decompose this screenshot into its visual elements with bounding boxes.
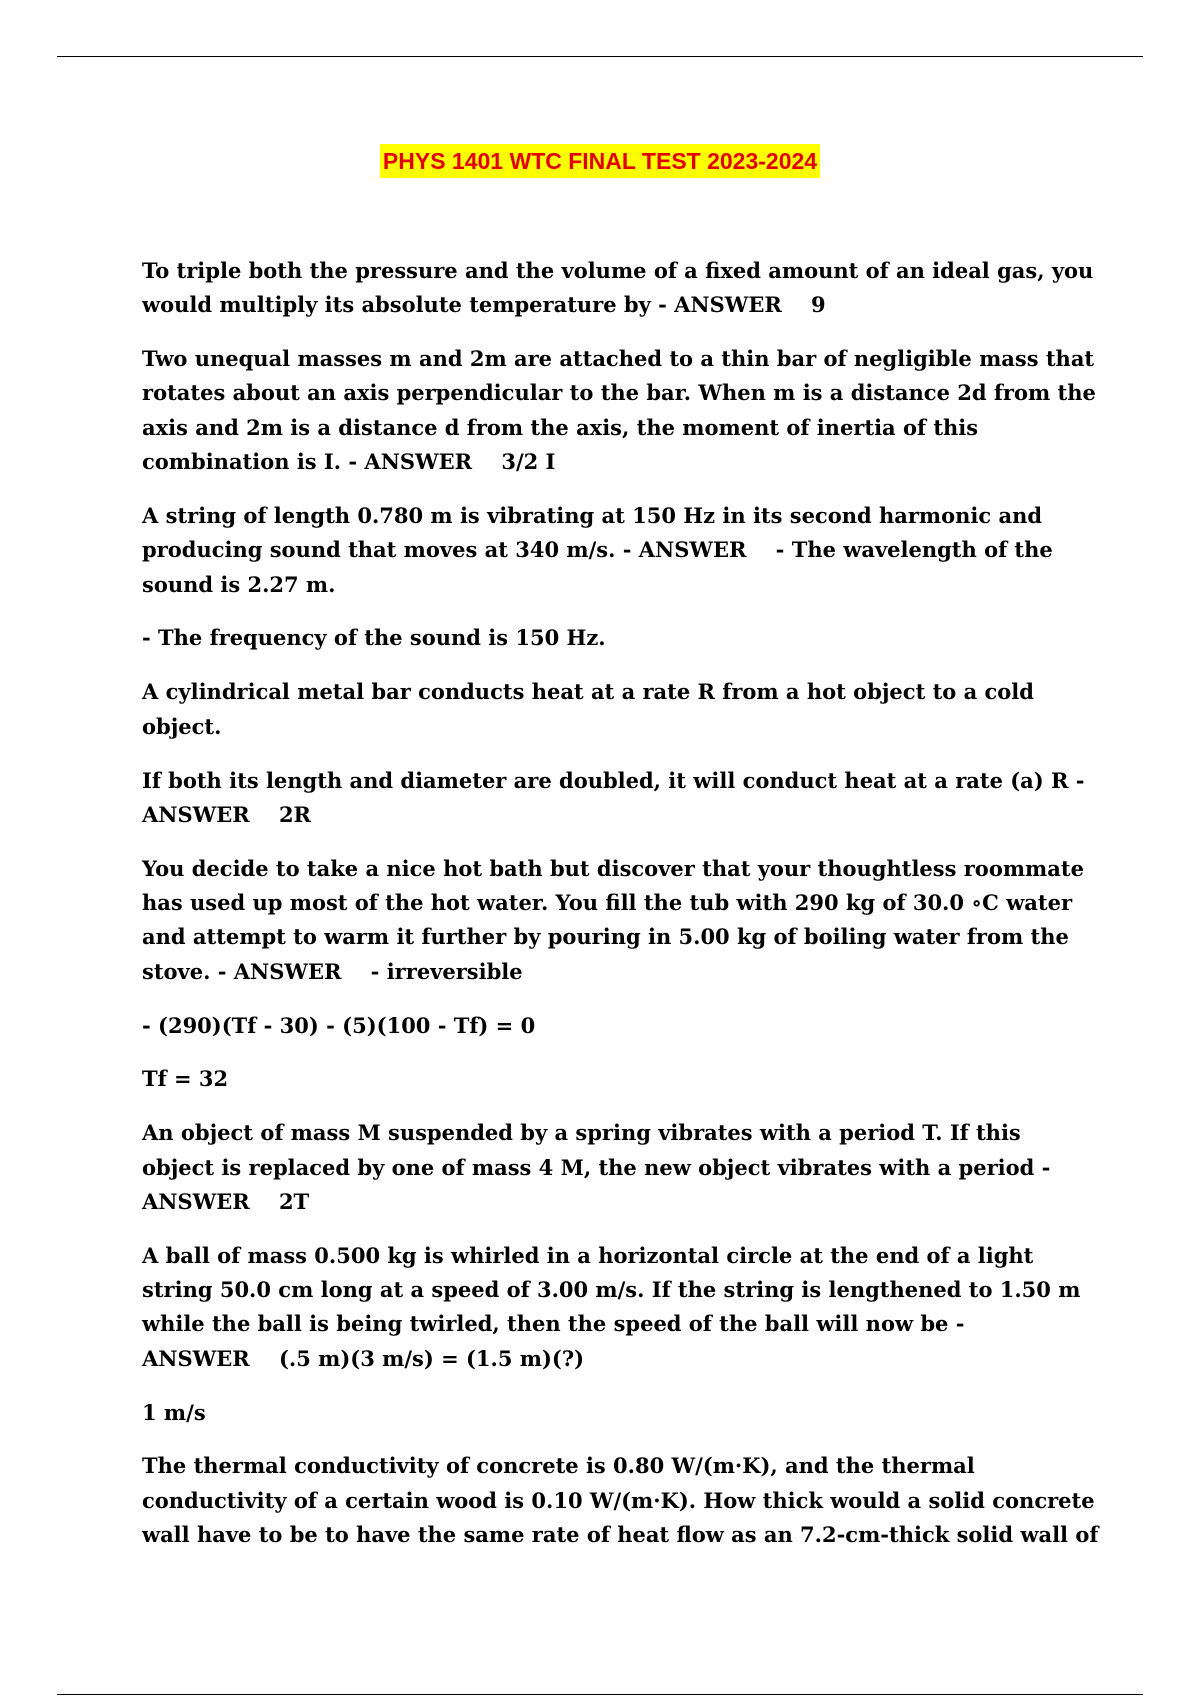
question-paragraph: An object of mass M suspended by a spring vibrates with a period T. If this object is replaced by one of mass 4 M, the new object vibrates with a period - ANSWER 2T [142,1120,1051,1214]
question-paragraph: You decide to take a nice hot bath but discover that your thoughtless roommate has used up most of the hot water. You fill the tub with 290 kg of 30.0 ∘C water and attempt to warm it further by pouring in 5.00 kg of boiling water from the stove. - ANSWER - irreversible [142,855,1084,984]
question-paragraph: If both its length and diameter are doubled, it will conduct heat at a rate (a) R - ANSWER 2R [142,767,1085,827]
question-paragraph: A ball of mass 0.500 kg is whirled in a horizontal circle at the end of a light string 50.0 cm long at a speed of 3.00 m/s. If the string is lengthened to 1.50 m while the ball is being twirled, then the speed of the ball will now be - ANSWER (.5 m)(3 m/s) = (1.5 m)(?) [142,1242,1081,1371]
question-paragraph: A cylindrical metal bar conducts heat at a rate R from a hot object to a cold object. [142,679,1034,739]
question-paragraph: Two unequal masses m and 2m are attached to a thin bar of negligible mass that rotates about an axis perpendicular to the bar. When m is a distance 2d from the axis and 2m is a distance d from the axis, the moment of inertia of this combination is I. - ANSWER 3/2 I [142,346,1096,475]
question-paragraph: To triple both the pressure and the volume of a fixed amount of an ideal gas, you would multiply its absolute temperature by - ANSWER 9 [142,258,1094,318]
page-footer-rule [57,1694,1143,1695]
document-title: PHYS 1401 WTC FINAL TEST 2023-2024 [380,144,820,178]
answer-paragraph: - (290)(Tf - 30) - (5)(100 - Tf) = 0 [142,1012,536,1038]
answer-paragraph: Tf = 32 [142,1066,229,1092]
answer-paragraph: 1 m/s [142,1399,206,1425]
answer-paragraph: - The frequency of the sound is 150 Hz. [142,625,606,651]
title-container [0,144,1200,178]
document-body [142,254,1100,1572]
question-paragraph: The thermal conductivity of concrete is 0.80 W/(m·K), and the thermal conductivity of a certain wood is 0.10 W/(m·K). How thick would a solid concrete wall have to be to have the same rate of heat flow as an 7.2-cm-thick solid wall of [142,1453,1099,1548]
question-paragraph: A string of length 0.780 m is vibrating at 150 Hz in its second harmonic and producing sound that moves at 340 m/s. - ANSWER - The wavelength of the sound is 2.27 m. [142,502,1053,597]
page-header-rule [57,56,1143,57]
